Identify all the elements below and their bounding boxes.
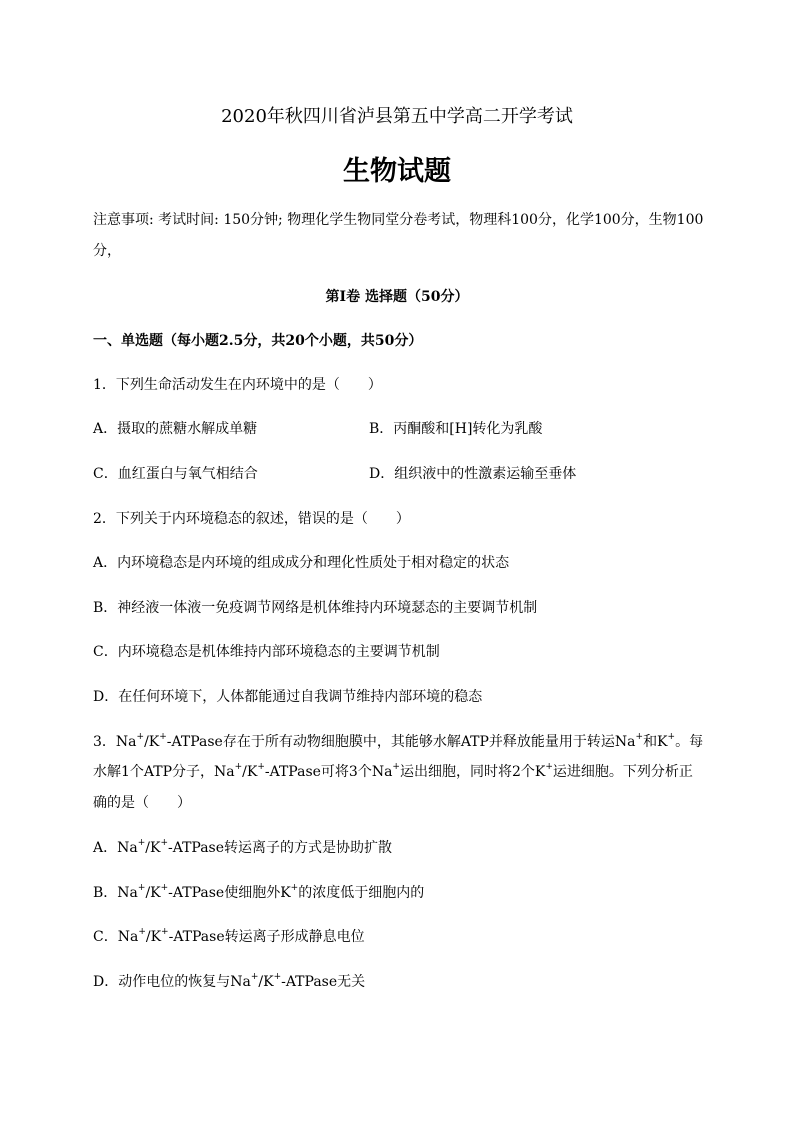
q3-stem-line-3: 确的是（ ） [93,795,191,811]
q1-option-b: B．丙酮酸和[H]转化为乳酸 [369,421,543,437]
q2-option-a: A．内环境稳态是内环境的组成成分和理化性质处于相对稳定的状态 [93,555,510,571]
q3-option-d: D．动作电位的恢复与Na+/K+-ATPase无关 [93,972,366,990]
q2-option-b: B．神经液一体液一免疫调节网络是机体维持内环境瑟态的主要调节机制 [93,600,538,616]
q1-option-d: D．组织液中的性激素运输至垂体 [369,466,577,482]
q3-option-a: A．Na+/K+-ATPase转运离子的方式是协助扩散 [93,838,393,856]
exam-title: 2020年秋四川省泸县第五中学高二开学考试 [221,106,573,127]
q3-stem-line-2: 水解1个ATP分子，Na+/K+-ATPase可将3个Na+运出细胞，同时将2个K+运进细胞。下列分析正 [93,762,693,780]
q3-option-b: B．Na+/K+-ATPase使细胞外K+的浓度低于细胞内的 [93,883,425,901]
notice-line-1: 注意事项: 考试时间: 150分钟; 物理化学生物同堂分卷考试，物理科100分，化学100分，生物100 [93,212,704,228]
subject-title: 生物试题 [343,156,451,187]
q1-option-c: C．血红蛋白与氧气相结合 [93,466,258,482]
q1-option-a: A．摄取的蔗糖水解成单糖 [93,421,258,437]
q1-stem: 1．下列生命活动发生在内环境中的是（ ） [93,377,382,393]
part-title: 一、单选题（每小题2.5分，共20个小题，共50分） [93,333,423,349]
q3-stem-line-1: 3．Na+/K+-ATPase存在于所有动物细胞膜中，其能够水解ATP并释放能量用于转运Na+和K+。每 [93,732,704,750]
q2-stem: 2．下列关于内环境稳态的叙述，错误的是（ ） [93,511,410,527]
section-title: 第I卷 选择题（50分） [325,289,469,305]
notice-line-2: 分， [93,243,121,259]
q3-option-c: C．Na+/K+-ATPase转运离子形成静息电位 [93,927,365,945]
q2-option-c: C．内环境稳态是机体维持内部环境稳态的主要调节机制 [93,644,440,660]
q2-option-d: D．在任何环境下，人体都能通过自我调节维持内部环境的稳态 [93,689,483,705]
